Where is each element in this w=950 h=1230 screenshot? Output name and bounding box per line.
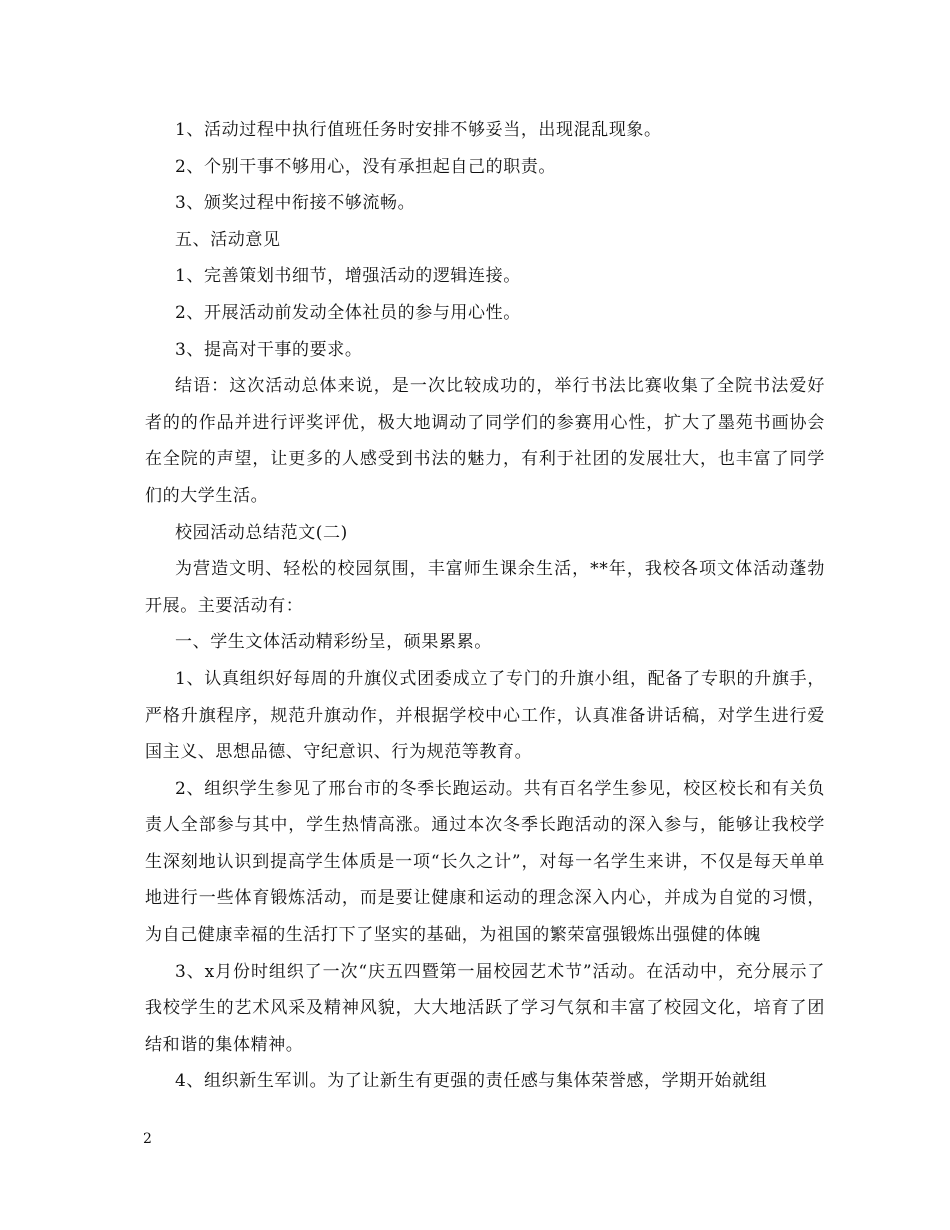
paragraph-7: 3、提高对干事的要求。	[175, 339, 363, 360]
document-body	[145, 112, 825, 1100]
paragraph-flag-ceremony: 1、认真组织好每周的升旗仪式团委成立了专门的升旗小组，配备了专职的升旗手，严格升旗程序，规范升旗动作，并根据学校中心工作，认真准备讲话稿，对学生进行爱国主义、思想品德、守纪意识、行为规范等教育。	[145, 668, 825, 763]
paragraph-2: 2、个别干事不够用心，没有承担起自己的职责。	[175, 156, 557, 177]
paragraph-winter-run: 2、组织学生参见了邢台市的冬季长跑运动。共有百名学生参见，校区校长和有关负责人全部参与其中，学生热情高涨。通过本次冬季长跑活动的深入参与，能够让我校学生深刻地认识到提高学生体质是一项“长久之计”，对每一名学生来讲，不仅是每天单单地进行一些体育锻炼活动，而是要让健康和运动的理念深入内心，并成为自觉的习惯，为自己健康幸福的生活打下了坚实的基础，为祖国的繁荣富强锻炼出强健的体魄	[145, 778, 825, 946]
intro-paragraph: 为营造文明、轻松的校园氛围，丰富师生课余生活，**年，我校各项文体活动蓬勃开展。主要活动有：	[145, 559, 825, 616]
section-heading-activities: 一、学生文体活动精彩纷呈，硕果累累。	[175, 632, 492, 653]
section-heading-opinions: 五、活动意见	[175, 229, 281, 250]
article-title-2: 校园活动总结范文(二)	[175, 522, 348, 543]
paragraph-5: 1、完善策划书细节，增强活动的逻辑连接。	[175, 266, 521, 287]
paragraph-military-training: 4、组织新生军训。为了让新生有更强的责任感与集体荣誉感，学期开始就组	[175, 1071, 768, 1092]
page-number: 2	[143, 1131, 152, 1147]
paragraph-3: 3、颁奖过程中衔接不够流畅。	[175, 193, 416, 214]
paragraph-art-festival: 3、x月份时组织了一次“庆五四暨第一届校园艺术节”活动。在活动中，充分展示了我校学生的艺术风采及精神风貌，大大地活跃了学习气氛和丰富了校园文化，培育了团结和谐的集体精神。	[145, 961, 825, 1055]
paragraph-1: 1、活动过程中执行值班任务时安排不够妥当，出现混乱现象。	[175, 120, 662, 140]
conclusion-paragraph: 结语：这次活动总体来说，是一次比较成功的，举行书法比赛收集了全院书法爱好者的的作品并进行评奖评优，极大地调动了同学们的参赛用心性，扩大了墨苑书画协会在全院的声望，让更多的人感受到书法的魅力，有利于社团的发展壮大，也丰富了同学们的大学生活。	[145, 376, 825, 506]
paragraph-6: 2、开展活动前发动全体社员的参与用心性。	[175, 302, 521, 323]
